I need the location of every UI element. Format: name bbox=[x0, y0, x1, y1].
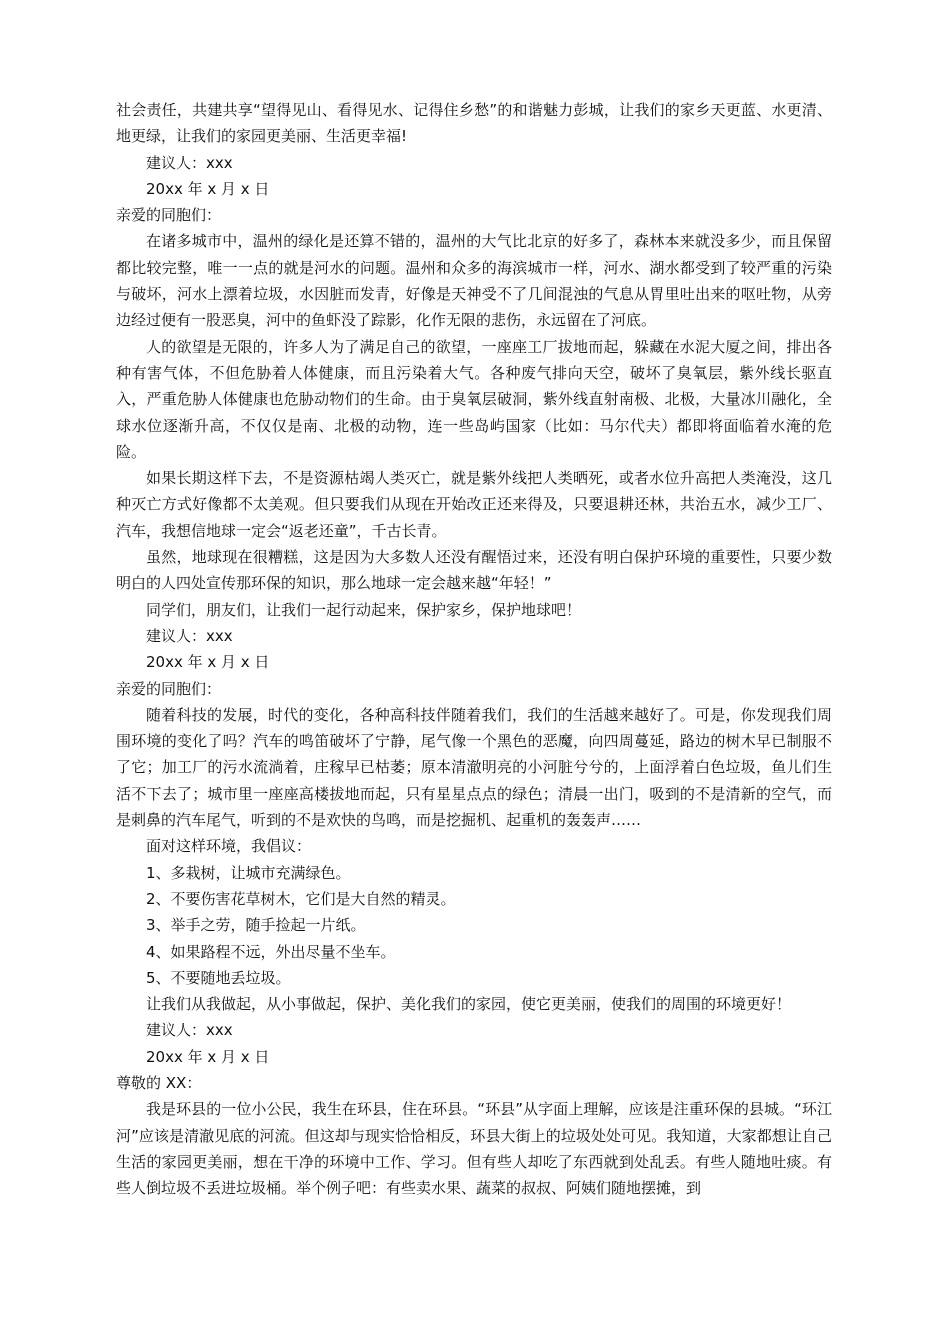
date-line: 20xx 年 x 月 x 日 bbox=[146, 179, 270, 198]
paragraph: 让我们从我做起，从小事做起，保护、美化我们的家园，使它更美丽，使我们的周围的环境更好！ bbox=[146, 995, 792, 1014]
list-item: 4、如果路程不远，外出尽量不坐车。 bbox=[146, 942, 396, 961]
paragraph: 在诸多城市中，温州的绿化是还算不错的，温州的大气比北京的好多了，森林本来就没多少，而且保留都比较完整，唯一一点的就是河水的问题。温州和众多的海滨城市一样，河水、湖水都受到了较严重的污染与破坏，河水上漂着垃圾，水因脏而发青，好像是天神受不了几间混浊的气息从胃里吐出来的呕吐物，从旁边经过便有一股恶臭，河中的鱼虾没了踪影，化作无限的悲伤，永远留在了河底。 bbox=[116, 232, 832, 330]
paragraph: 我是环县的一位小公民，我生在环县，住在环县。“环县”从字面上理解，应该是注重环保的县城。“环江河”应该是清澈见底的河流。但这却与现实恰恰相反，环县大街上的垃圾处处可见。我知道，大家都想让自己生活的家园更美丽，想在干净的环境中工作、学习。但有些人却吃了东西就到处乱丢。有些人随地吐痰。有些人倒垃圾不丢进垃圾桶。举个例子吧：有些卖水果、蔬菜的叔叔、阿姨们随地摆摊，到 bbox=[116, 1100, 832, 1198]
paragraph: 同学们，朋友们，让我们一起行动起来，保护家乡，保护地球吧！ bbox=[146, 600, 582, 619]
signature-line: 建议人：xxx bbox=[146, 153, 233, 172]
paragraph: 人的欲望是无限的，许多人为了满足自己的欲望，一座座工厂拔地而起，躲藏在水泥大厦之间，排出各种有害气体，不但危胁着人体健康，而且污染着大气。各种废气排向天空，破坏了臭氧层，紫外线长驱直入，严重危胁人体健康也危胁动物们的生命。由于臭氧层破洞，紫外线直射南极、北极，大量冰川融化，全球水位逐渐升高，不仅仅是南、北极的动物，连一些岛屿国家（比如：马尔代夫）都即将面临着水淹的危险。 bbox=[116, 337, 832, 461]
list-item: 5、不要随地丢垃圾。 bbox=[146, 968, 291, 987]
list-item: 1、多栽树，让城市充满绿色。 bbox=[146, 863, 351, 882]
paragraph: 如果长期这样下去，不是资源枯竭人类灭亡，就是紫外线把人类晒死，或者水位升高把人类淹没，这几种灭亡方式好像都不太美观。但只要我们从现在开始改正还来得及，只要退耕还林，共治五水，减少工厂、汽车，我想信地球一定会“返老还童”，千古长青。 bbox=[116, 469, 832, 540]
list-item: 2、不要伤害花草树木，它们是大自然的精灵。 bbox=[146, 889, 456, 908]
salutation: 亲爱的同胞们： bbox=[116, 206, 222, 225]
list-item: 3、举手之劳，随手捡起一片纸。 bbox=[146, 916, 366, 935]
paragraph: 随着科技的发展，时代的变化，各种高科技伴随着我们，我们的生活越来越好了。可是，你发现我们周围环境的变化了吗？汽车的鸣笛破坏了宁静，尾气像一个黑色的恶魔，向四周蔓延，路边的树木早已制服不了它；加工厂的污水流淌着，庄稼早已枯萎；原本清澈明亮的小河脏兮兮的，上面浮着白色垃圾，鱼儿们生活不下去了；城市里一座座高楼拔地而起，只有星星点点的绿色；清晨一出门，吸到的不是清新的空气，而是刺鼻的汽车尾气，听到的不是欢快的鸟鸣，而是挖掘机、起重机的轰轰声…… bbox=[116, 705, 832, 830]
salutation: 亲爱的同胞们： bbox=[116, 679, 222, 698]
signature-line: 建议人：xxx bbox=[146, 1021, 233, 1040]
document-body bbox=[116, 97, 832, 1201]
paragraph: 虽然，地球现在很糟糕，这是因为大多数人还没有醒悟过来，还没有明白保护环境的重要性，只要少数明白的人四处宣传那环保的知识，那么地球一定会越来越“年轻！” bbox=[116, 548, 832, 593]
date-line: 20xx 年 x 月 x 日 bbox=[146, 1047, 270, 1066]
salutation: 尊敬的 XX： bbox=[116, 1073, 202, 1092]
paragraph: 社会责任，共建共享“望得见山、看得见水、记得住乡愁”的和谐魅力彭城，让我们的家乡天更蓝、水更清、地更绿，让我们的家园更美丽、生活更幸福! bbox=[116, 101, 833, 146]
paragraph: 面对这样环境，我倡议： bbox=[146, 837, 312, 856]
signature-line: 建议人：xxx bbox=[146, 626, 233, 645]
date-line: 20xx 年 x 月 x 日 bbox=[146, 653, 270, 672]
